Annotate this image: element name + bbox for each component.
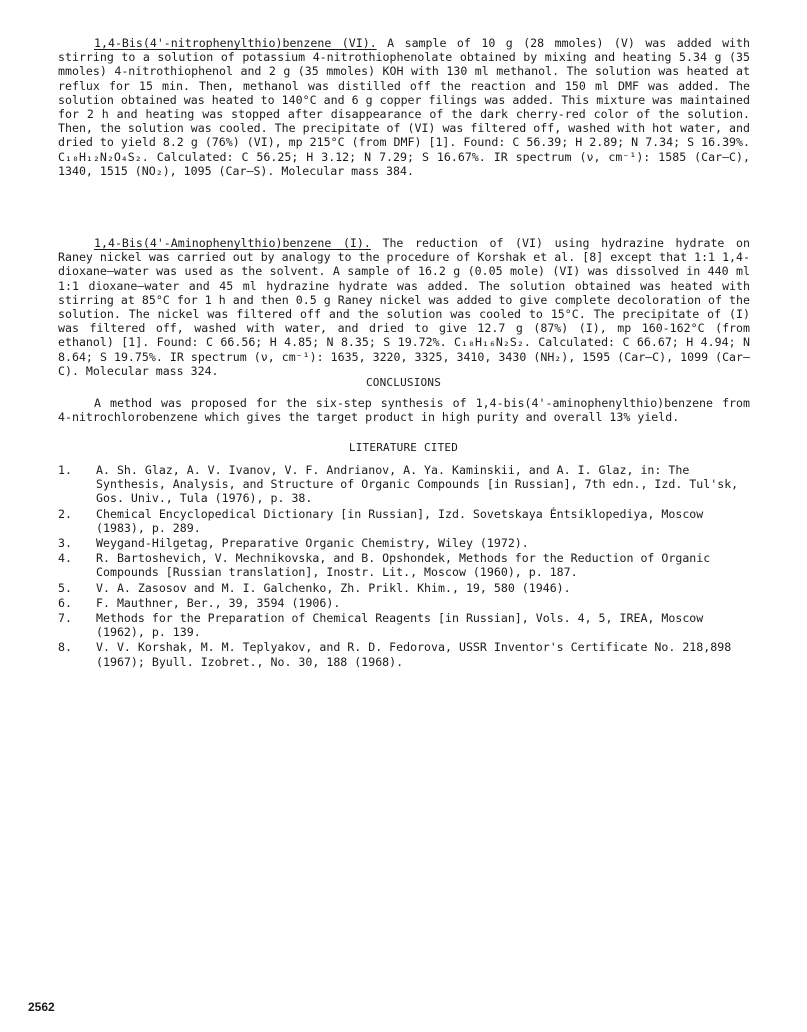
- paragraph-aminophenylthio-benzene: [58, 236, 750, 378]
- reference-text: R. Bartoshevich, V. Mechnikovska, and B. Opshondek, Methods for the Reduction of Organic Compounds [Russian translation], Inostr. Lit., Moscow (1960), p. 187.: [96, 551, 711, 580]
- reference-number: 5.: [58, 580, 72, 595]
- reference-text: Weygand-Hilgetag, Preparative Organic Chemistry, Wiley (1972).: [96, 536, 529, 551]
- reference-number: 4.: [58, 551, 72, 566]
- reference-item: [58, 640, 758, 668]
- literature-cited-heading: LITERATURE CITED: [348, 441, 459, 454]
- reference-number: 8.: [58, 640, 72, 655]
- reference-item: [58, 596, 758, 610]
- reference-number: 2.: [58, 506, 72, 521]
- reference-number: 1.: [58, 463, 72, 477]
- reference-item: [58, 536, 758, 550]
- compound-title-i: 1,4-Bis(4'-Aminophenylthio)benzene (I).: [94, 236, 371, 250]
- reference-text: Methods for the Preparation of Chemical Reagents [in Russian], Vols. 4, 5, IREA, Moscow (1962), p. 139.: [96, 611, 704, 640]
- paragraph-nitrophenylthio-benzene: [58, 36, 750, 178]
- reference-number: 6.: [58, 595, 72, 610]
- reference-number: 3.: [58, 536, 72, 551]
- page-number: 2562: [28, 1000, 55, 1014]
- reference-text: V. V. Korshak, M. M. Teplyakov, and R. D. Fedorova, USSR Inventor's Certificate No. 218,898 (1967); Byull. Izobret., No. 30, 188 (1968).: [96, 640, 732, 669]
- reference-item: [58, 507, 758, 535]
- reference-item: [58, 463, 758, 506]
- reference-text: F. Mauthner, Ber., 39, 3594 (1906).: [96, 595, 341, 610]
- reference-item: [58, 551, 758, 579]
- paragraph-conclusions: [58, 396, 750, 424]
- reference-item: [58, 611, 758, 639]
- compound-title-vi: 1,4-Bis(4'-nitrophenylthio)benzene (VI).: [94, 36, 377, 50]
- paragraph-body: The reduction of (VI) using hydrazine hydrate on Raney nickel was carried out by analogy to the procedure of Korshak et al. [8] except that 1:1 1,4-dioxane—water was used as the solvent. A sample of 16.2 g (0.05 mole) (VI) was dissolved in 440 ml 1:1 dioxane—water and 45 ml hydrazine hydrate was added. The solution obtained was heated with stirring at 85°C for 1 h and then 0.5 g Raney nickel was added to give complete decoloration of the solution. The nickel was filtered off and the solution was cooled to 15°C. The precipitate of (I) was filtered off, washed with water, and dried to give 12.7 g (87%) (I), mp 160-162°C (from ethanol) [1]. Found: C 66.56; H 4.85; N 8.35; S 19.72%. C₁₈H₁₆N₂S₂. Calculated: C 66.67; H 4.94; N 8.64; S 19.75%. IR spectrum (ν, cm⁻¹): 1635, 3220, 3325, 3410, 3430 (NH₂), 1595 (Car—C), 1099 (Car—C). Molecular mass 324.: [58, 236, 750, 378]
- paragraph-body: A method was proposed for the six-step synthesis of 1,4-bis(4'-aminophenylthio)benzene from 4-nitrochlorobenzene which gives the target product in high purity and overall 13% yield.: [58, 396, 750, 425]
- reference-list: [58, 463, 758, 670]
- reference-text: V. A. Zasosov and M. I. Galchenko, Zh. Prikl. Khim., 19, 580 (1946).: [96, 580, 571, 595]
- reference-item: [58, 581, 758, 595]
- conclusions-heading: CONCLUSIONS: [365, 376, 442, 389]
- reference-text: A. Sh. Glaz, A. V. Ivanov, V. F. Andrianov, A. Ya. Kaminskii, and A. I. Glaz, in: The Synthesis, Analysis, and Structure of Organic Compounds [in Russian], 7th edn., Izd. Tul'sk, Gos. Univ., Tula (1976), p. 38.: [96, 463, 739, 506]
- paragraph-body: A sample of 10 g (28 mmoles) (V) was added with stirring to a solution of potassium 4-nitrothiophenolate obtained by mixing and heating 5.34 g (35 mmoles) 4-nitrothiophenol and 2 g (35 mmoles) KOH with 130 ml methanol. The solution was heated at reflux for 15 min. Then, methanol was distilled off the reaction and 150 ml DMF was added. The solution obtained was heated to 140°C and 6 g copper filings was added. This mixture was maintained for 2 h and heating was stopped after disappearance of the dark cherry-red color of the solution. Then, the solution was cooled. The precipitate of (VI) was filtered off, washed with hot water, and dried to yield 8.2 g (76%) (VI), mp 215°C (from DMF) [1]. Found: C 56.39; H 2.89; N 7.34; S 16.39%. C₁₈H₁₂N₂O₄S₂. Calculated: C 56.25; H 3.12; N 7.29; S 16.67%. IR spectrum (ν, cm⁻¹): 1585 (Car—C), 1340, 1515 (NO₂), 1095 (Car—S). Molecular mass 384.: [58, 36, 750, 178]
- reference-number: 7.: [58, 611, 72, 626]
- reference-text: Chemical Encyclopedical Dictionary [in Russian], Izd. Sovetskaya Éntsiklopediya, Moscow (1983), p. 289.: [96, 506, 704, 535]
